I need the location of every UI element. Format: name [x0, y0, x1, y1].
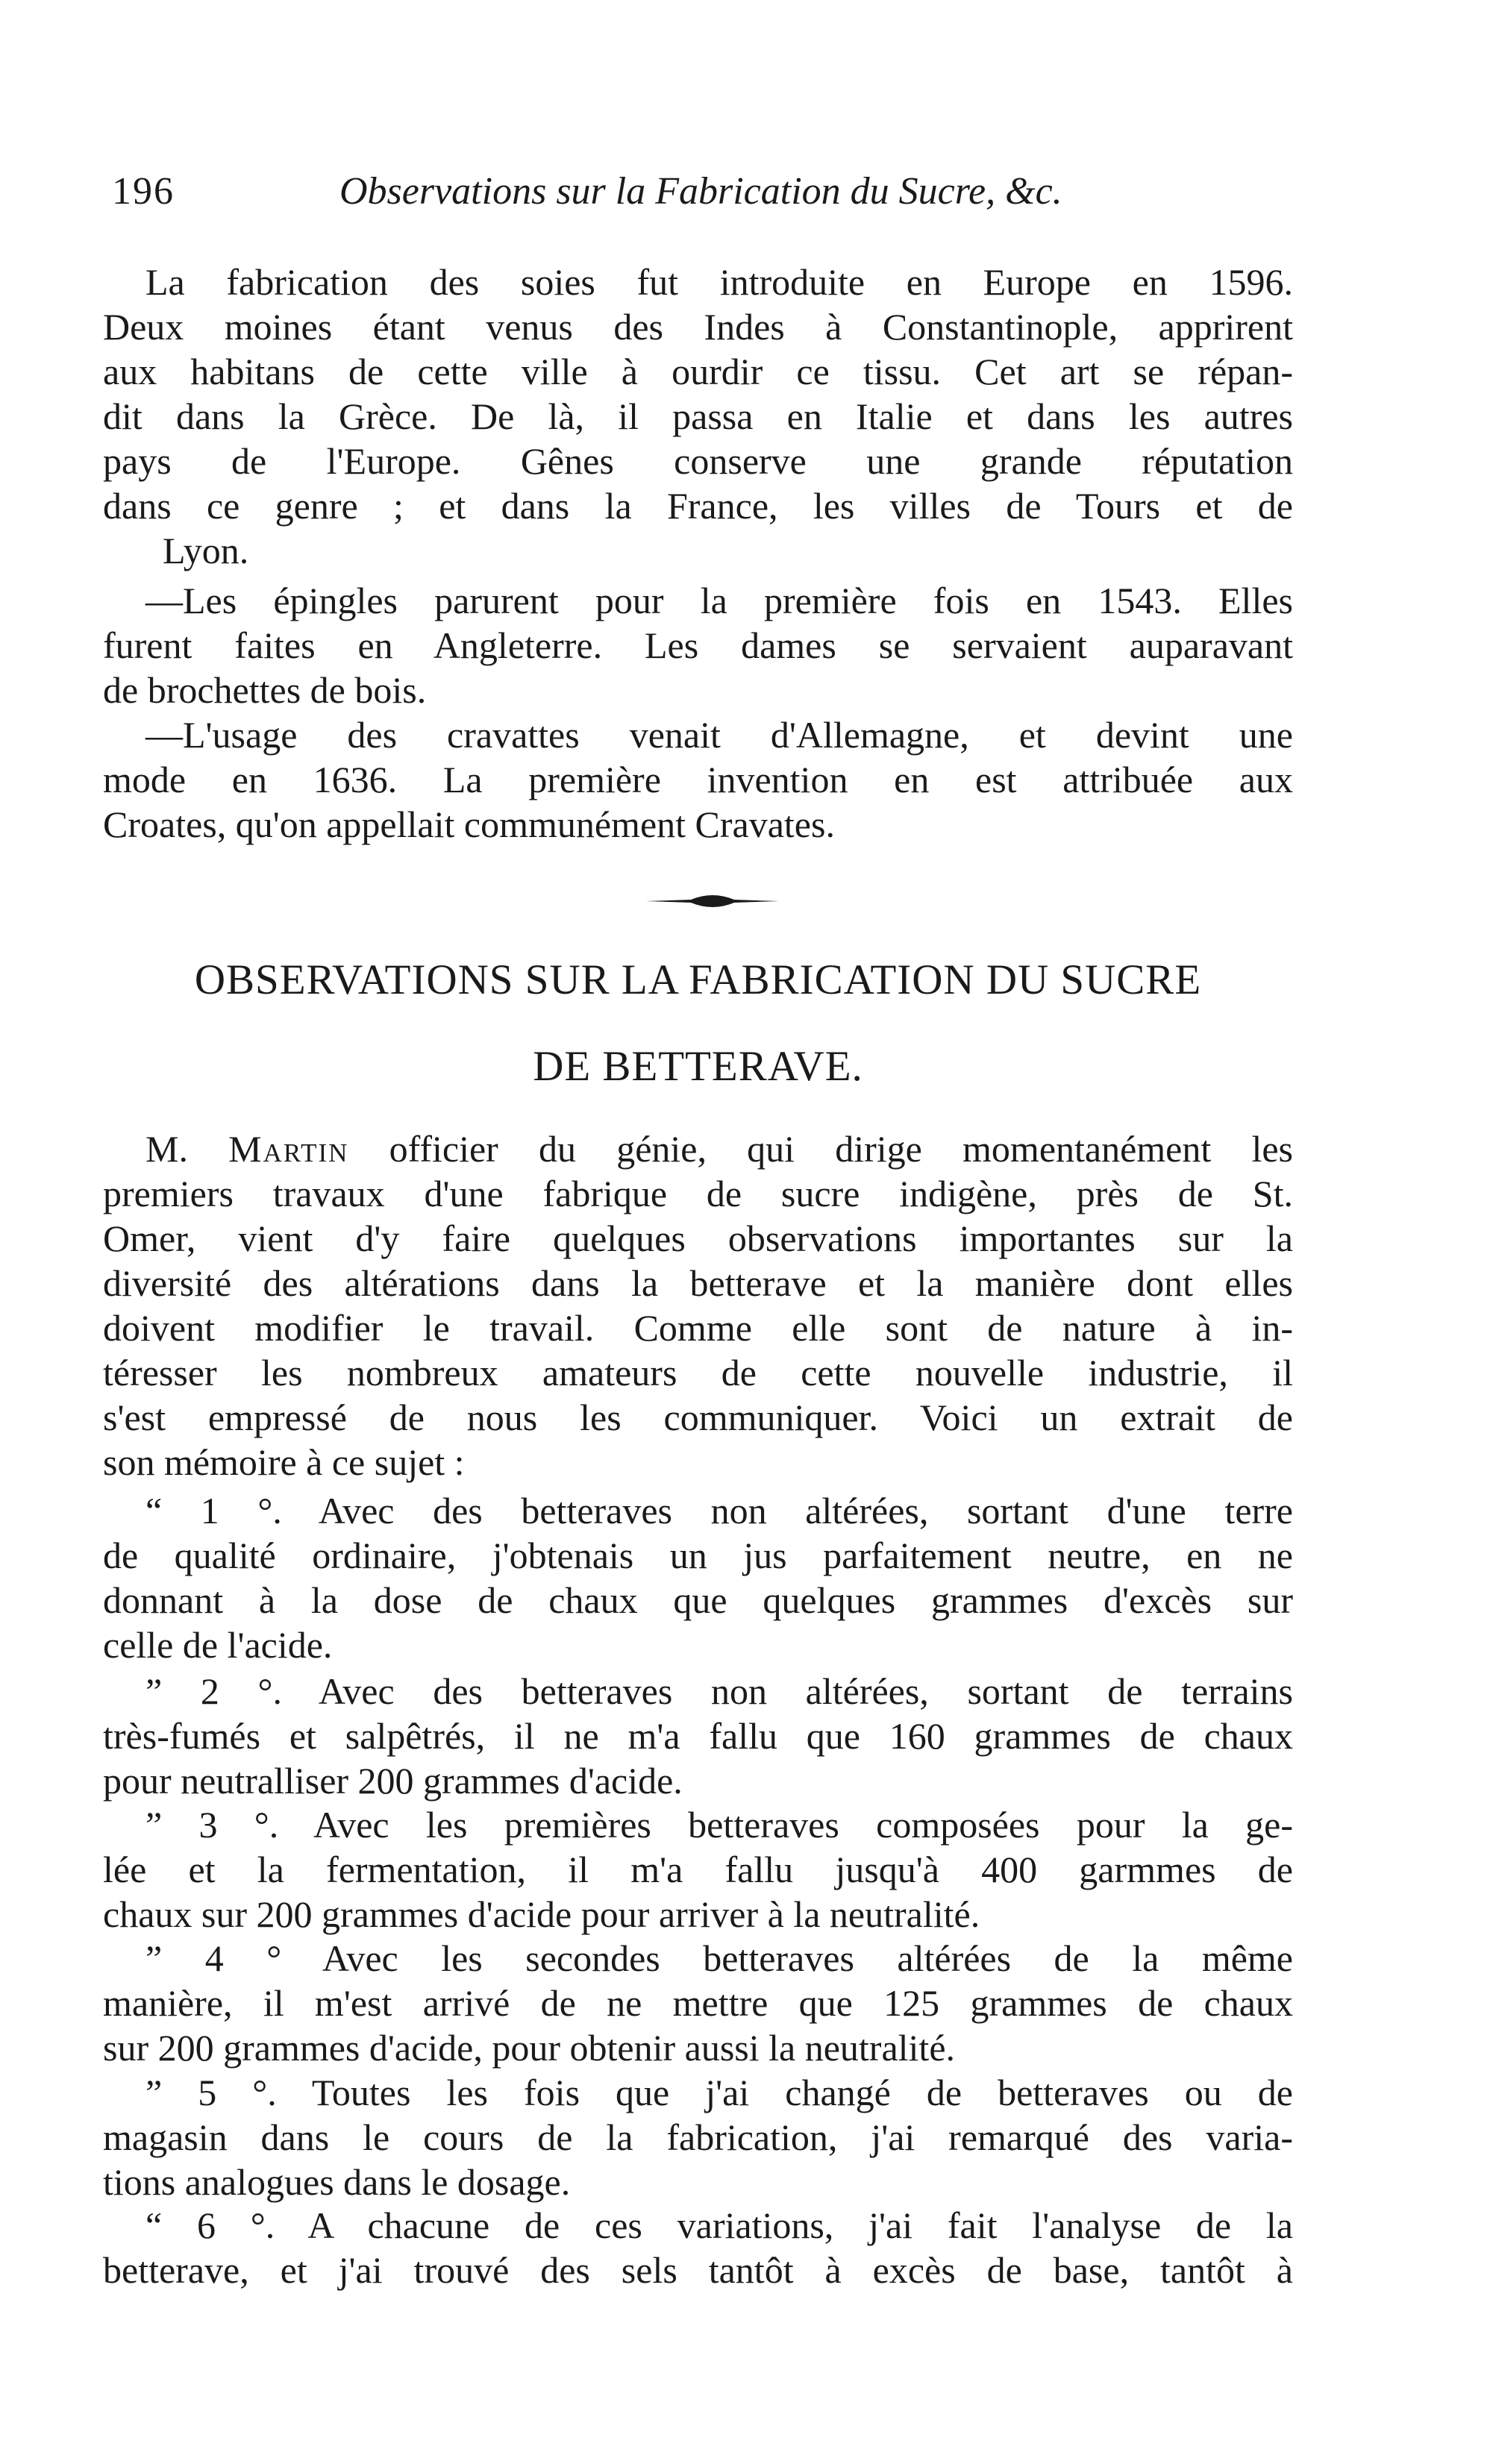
text-line: ” 2 °. Avec des betteraves non altérées, sortant de terrains	[145, 1670, 1293, 1712]
text-line: La fabrication des soies fut introduite en Europe en 1596.	[145, 261, 1293, 303]
text-line: dans ce genre ; et dans la France, les villes de Tours et de	[103, 485, 1293, 527]
text-line: manière, il m'est arrivé de ne mettre que 125 grammes de chaux	[103, 1982, 1293, 2024]
text-line: son mémoire à ce sujet :	[103, 1441, 465, 1483]
text-line: sur 200 grammes d'acide, pour obtenir aussi la neutralité.	[103, 2027, 956, 2069]
text-line: pays de l'Europe. Gênes conserve une grande réputation	[103, 440, 1293, 482]
text-line: diversité des altérations dans la betterave et la manière dont elles	[103, 1262, 1293, 1304]
text-line: ” 4 ° Avec les secondes betteraves altérées de la même	[145, 1937, 1293, 1979]
text-line: lée et la fermentation, il m'a fallu jusqu'à 400 garmmes de	[103, 1849, 1293, 1890]
text-line: téresser les nombreux amateurs de cette nouvelle industrie, il	[103, 1352, 1293, 1394]
text-line: Croates, qu'on appellait communément Cravates.	[103, 803, 835, 845]
text-line: Deux moines étant venus des Indes à Constantinople, apprirent	[103, 306, 1293, 348]
text-line: très-fumés et salpêtrés, il ne m'a fallu que 160 grammes de chaux	[103, 1715, 1293, 1757]
text-line	[103, 1126, 1293, 1171]
text-line: mode en 1636. La première invention en est attribuée aux	[103, 759, 1293, 800]
text-line: doivent modifier le travail. Comme elle sont de nature à in-	[103, 1307, 1293, 1349]
text-line: betterave, et j'ai trouvé des sels tantôt à excès de base, tantôt à	[103, 2249, 1293, 2291]
paragraph-pins	[103, 578, 1293, 712]
text-line: s'est empressé de nous les communiquer. Voici un extrait de	[103, 1396, 1293, 1438]
observation-5	[103, 2070, 1293, 2204]
observation-3	[103, 1802, 1293, 1937]
text-line: furent faites en Angleterre. Les dames se servaient auparavant	[103, 624, 1293, 666]
text-fragment: officier du génie, qui dirige momentanément les	[348, 1128, 1293, 1170]
observation-4	[103, 1936, 1293, 2070]
text-line: —L'usage des cravattes venait d'Allemagne, et devint une	[145, 714, 1293, 756]
text-line: magasin dans le cours de la fabrication, j'ai remarqué des varia-	[103, 2116, 1293, 2158]
observation-1	[103, 1488, 1293, 1667]
running-title: Observations sur la Fabrication du Sucre, &c.	[339, 170, 1062, 213]
paragraph-cravats	[103, 712, 1293, 847]
section-heading-continued: DE BETTERAVE.	[533, 1043, 863, 1090]
text-line: celle de l'acide.	[103, 1624, 333, 1666]
ornament-divider	[646, 891, 779, 912]
text-line: aux habitans de cette ville à ourdir ce tissu. Cet art se répan-	[103, 351, 1293, 392]
observation-2	[103, 1669, 1293, 1803]
author-name: Martin	[228, 1128, 349, 1170]
text-line: ” 3 °. Avec les premières betteraves composées pour la ge-	[145, 1804, 1293, 1846]
text-line: Omer, vient d'y faire quelques observations importantes sur la	[103, 1217, 1293, 1259]
text-line: de brochettes de bois.	[103, 669, 427, 711]
text-line: de qualité ordinaire, j'obtenais un jus parfaitement neutre, en ne	[103, 1534, 1293, 1576]
section-heading: OBSERVATIONS SUR LA FABRICATION DU SUCRE	[194, 956, 1202, 1003]
page-number: 196	[112, 170, 175, 213]
text-line: ” 5 °. Toutes les fois que j'ai changé de betteraves ou de	[145, 2072, 1293, 2113]
text-line: “ 1 °. Avec des betteraves non altérées, sortant d'une terre	[145, 1490, 1293, 1532]
text-line: chaux sur 200 grammes d'acide pour arriver à la neutralité.	[103, 1893, 980, 1935]
text-line: dit dans la Grèce. De là, il passa en Italie et dans les autres	[103, 395, 1293, 437]
text-line: “ 6 °. A chacune de ces variations, j'ai fait l'analyse de la	[145, 2204, 1293, 2246]
text-line: —Les épingles parurent pour la première fois en 1543. Elles	[145, 580, 1293, 621]
text-line: pour neutralliser 200 grammes d'acide.	[103, 1760, 683, 1802]
text-line: donnant à la dose de chaux que quelques grammes d'excès sur	[103, 1579, 1293, 1621]
paragraph-intro	[103, 1126, 1293, 1485]
text-line: Lyon.	[163, 530, 249, 571]
name-prefix: M.	[145, 1128, 229, 1170]
observation-6	[103, 2203, 1293, 2292]
text-line: premiers travaux d'une fabrique de sucre indigène, près de St.	[103, 1173, 1293, 1214]
paragraph-silk	[103, 260, 1293, 573]
text-line: tions analogues dans le dosage.	[103, 2161, 571, 2203]
